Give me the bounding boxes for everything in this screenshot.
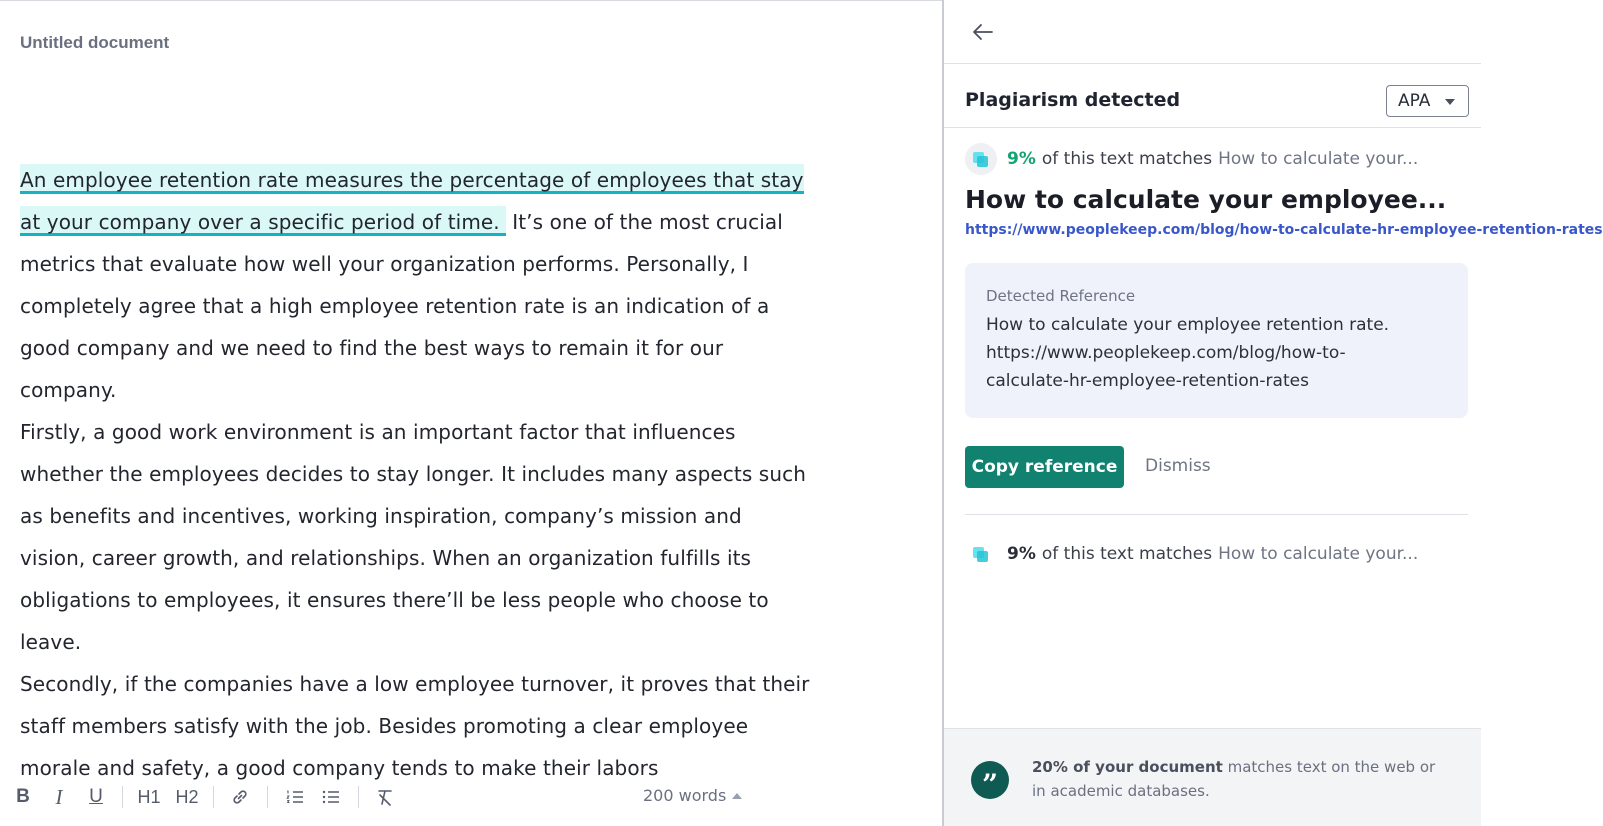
plagiarism-panel	[942, 0, 1603, 826]
divider	[944, 63, 1481, 64]
caret-up-icon	[732, 793, 742, 799]
panel-title: Plagiarism detected	[965, 89, 1181, 111]
italic-button[interactable]: I	[55, 784, 63, 809]
document-title[interactable]: Untitled document	[20, 33, 170, 52]
match-summary-2[interactable]	[965, 538, 1418, 570]
divider	[944, 127, 1481, 128]
numbered-list-button[interactable]	[283, 782, 307, 812]
word-count[interactable]	[643, 786, 742, 805]
back-button[interactable]	[970, 20, 996, 44]
summary-text	[1032, 755, 1452, 803]
match-text: of this text matches	[1041, 544, 1213, 564]
quote-icon: ”	[971, 761, 1009, 799]
clear-format-button[interactable]	[373, 782, 397, 812]
link-icon	[230, 787, 250, 807]
source-url-link[interactable]: https://www.peoplekeep.com/blog/how-to-calculate-hr-employee-retention-rates	[965, 222, 1603, 238]
reference-label: Detected Reference	[986, 287, 1136, 305]
link-button[interactable]	[228, 782, 252, 812]
summary-percent: 20% of your document	[1032, 758, 1223, 776]
summary-rest: matches text on the web or in academic databases.	[1032, 758, 1436, 800]
match-source: How to calculate your...	[1218, 544, 1419, 564]
paragraph-1[interactable]	[20, 159, 810, 411]
bulleted-list-icon	[321, 787, 341, 807]
document-summary-footer	[944, 728, 1481, 826]
bold-button[interactable]: B	[16, 786, 30, 807]
paragraph-2[interactable]: Firstly, a good work environment is an important factor that influences whether the employees decides to stay longer. It includes many aspects such as benefits and incentives, working inspiration, company’s mission and vision, career growth, and relationships. When an organization fulfills its obligations to employees, it ensures there’ll be less people who choose to leave.	[20, 420, 806, 654]
match-text: of this text matches	[1041, 149, 1213, 169]
heading2-button[interactable]: H2	[175, 786, 199, 807]
match-percent: 9%	[1007, 544, 1036, 564]
word-count-label: 200 words	[643, 786, 727, 805]
heading1-button[interactable]: H1	[137, 786, 161, 807]
paragraph-1-rest: It’s one of the most crucial metrics that evaluate how well your organization performs. Personally, I completely agree that a high employee retention rate is an indication of a good company and we need to find the best ways to remain it for our company.	[20, 210, 783, 402]
bulleted-list-button[interactable]	[319, 782, 343, 812]
plagiarism-icon	[965, 143, 997, 175]
arrow-left-icon	[970, 20, 996, 44]
divider	[965, 514, 1468, 515]
copy-reference-button[interactable]: Copy reference	[965, 446, 1124, 488]
citation-style-value: APA	[1398, 91, 1431, 111]
dropdown-arrow-icon	[1445, 99, 1455, 105]
toolbar-divider	[267, 786, 268, 808]
numbered-list-icon	[285, 787, 305, 807]
match-percent: 9%	[1007, 149, 1036, 169]
citation-style-select[interactable]	[1386, 85, 1469, 117]
toolbar-divider	[358, 786, 359, 808]
document-body[interactable]	[20, 159, 810, 780]
match-summary-1[interactable]	[965, 143, 1418, 175]
plagiarism-icon	[965, 538, 997, 570]
dismiss-button[interactable]: Dismiss	[1145, 456, 1211, 476]
toolbar-divider	[213, 786, 214, 808]
match-source: How to calculate your...	[1218, 149, 1419, 169]
format-toolbar	[0, 772, 942, 822]
reference-text: How to calculate your employee retention rate. https://www.peoplekeep.com/blog/how-to-calculate-hr-employee-retention-rates	[986, 315, 1390, 391]
detected-reference-box	[965, 263, 1468, 418]
paragraph-3[interactable]: Secondly, if the companies have a low employee turnover, it proves that their staff members satisfy with the job. Besides promoting a clear employee morale and safety, a good company tends to make their labors	[20, 672, 810, 780]
underline-button[interactable]: U	[89, 786, 103, 807]
clear-format-icon	[375, 787, 395, 807]
toolbar-divider	[122, 786, 123, 808]
source-title: How to calculate your employee...	[965, 185, 1447, 214]
plagiarism-highlight[interactable]: An employee retention rate measures the percentage of employees that stay at your company over a specific period of time.	[20, 164, 804, 236]
